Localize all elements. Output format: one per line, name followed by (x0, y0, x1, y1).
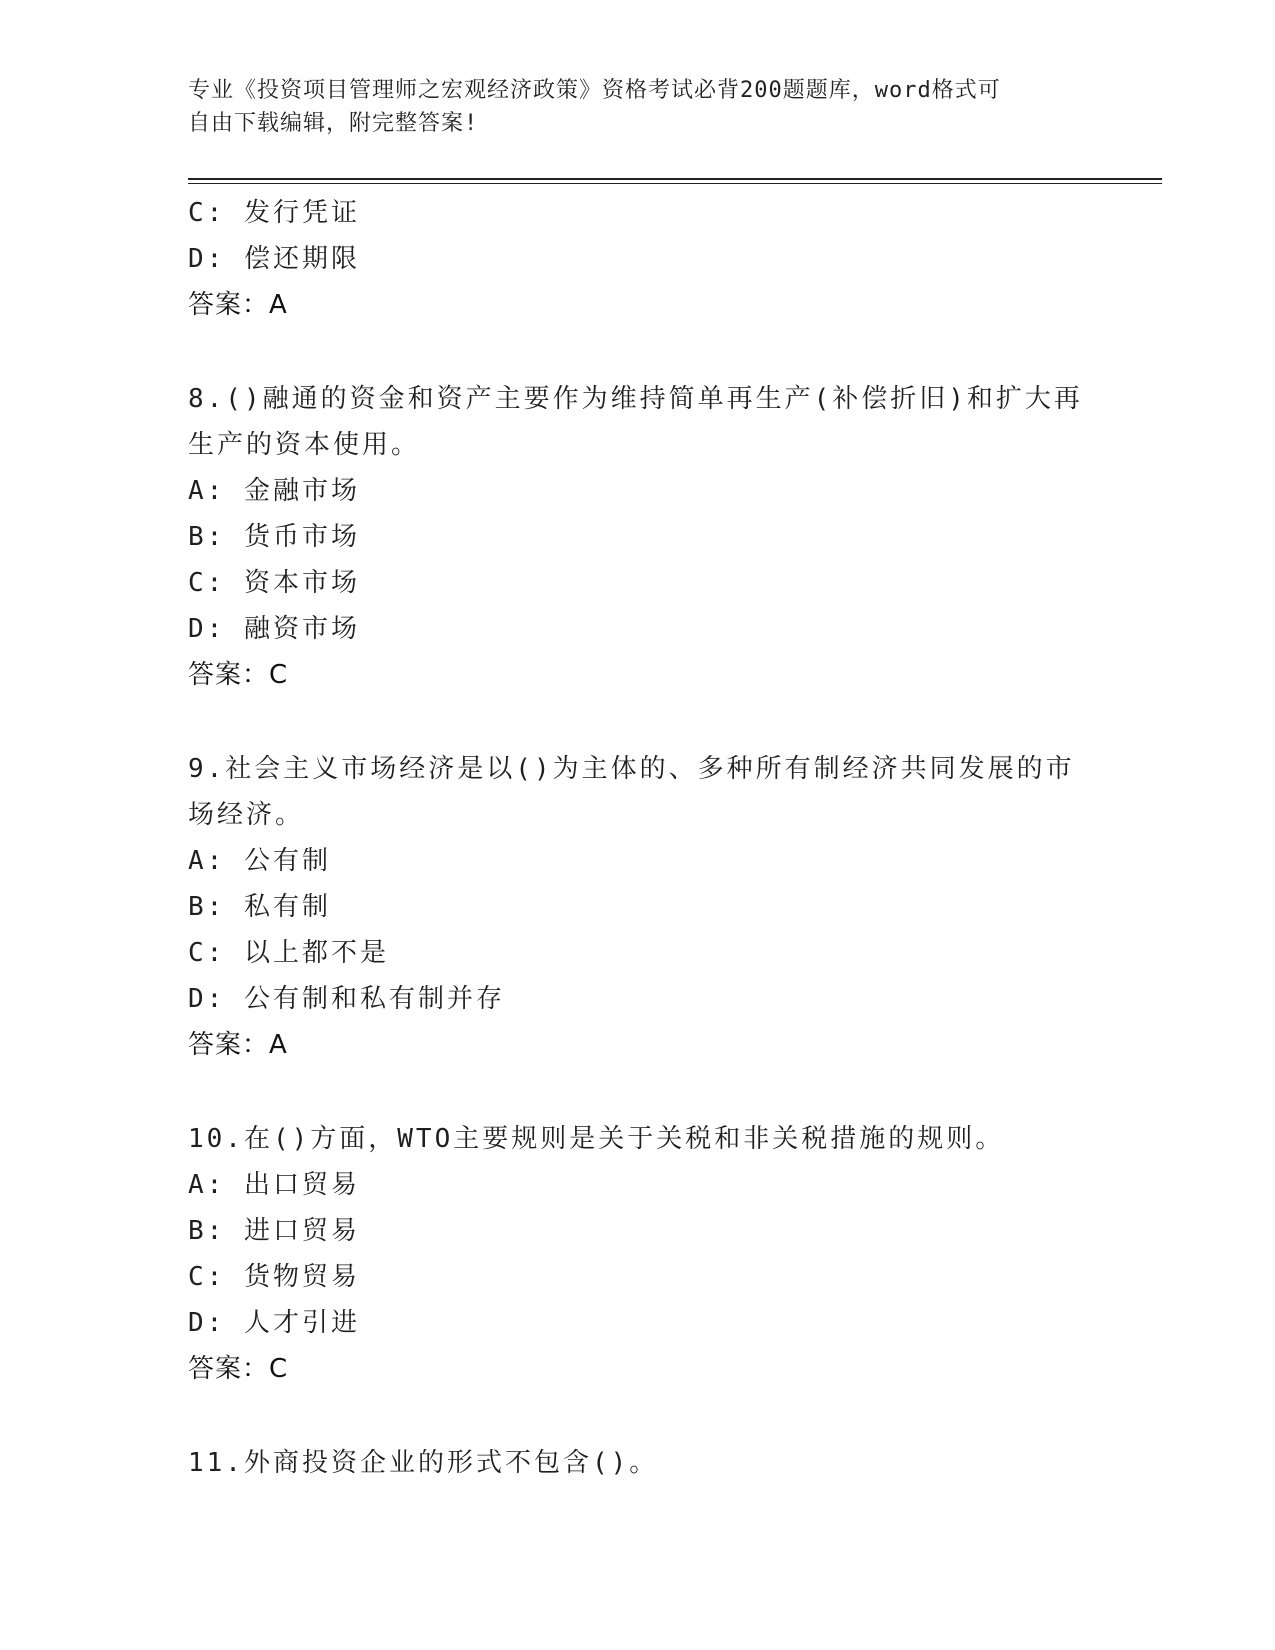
question-stem: 场经济。 (188, 800, 305, 830)
question-stem: 8.()融通的资金和资产主要作为维持简单再生产(补偿折旧)和扩大再 (188, 384, 1083, 414)
question-stem: 9.社会主义市场经济是以()为主体的、多种所有制经济共同发展的市 (188, 754, 1075, 784)
prev-question-tail (188, 190, 1088, 328)
option-a: A: 出口贸易 (188, 1170, 360, 1200)
answer: 答案：A (188, 290, 288, 320)
question-stem: 11.外商投资企业的形式不包含()。 (188, 1448, 659, 1478)
option-a: A: 公有制 (188, 846, 331, 876)
question-9 (188, 746, 1088, 1068)
document-header (188, 74, 1088, 140)
answer: 答案：C (188, 660, 289, 690)
option-d: D: 偿还期限 (188, 244, 360, 274)
option-c: C: 以上都不是 (188, 938, 389, 968)
question-stem: 10.在()方面，WTO主要规则是关于关税和非关税措施的规则。 (188, 1124, 1005, 1154)
header-divider-thin (188, 183, 1162, 184)
option-c: C: 货物贸易 (188, 1262, 360, 1292)
option-c: C: 发行凭证 (188, 198, 360, 228)
answer: 答案：C (188, 1354, 289, 1384)
question-11 (188, 1440, 1088, 1486)
option-b: B: 货币市场 (188, 522, 360, 552)
option-d: D: 人才引进 (188, 1308, 360, 1338)
answer: 答案：A (188, 1030, 288, 1060)
header-line-2: 自由下载编辑，附完整答案! (188, 111, 479, 136)
option-a: A: 金融市场 (188, 476, 360, 506)
option-d: D: 公有制和私有制并存 (188, 984, 505, 1014)
question-list (188, 190, 1088, 1486)
question-stem: 生产的资本使用。 (188, 430, 421, 460)
option-d: D: 融资市场 (188, 614, 360, 644)
header-divider (188, 178, 1162, 180)
option-b: B: 私有制 (188, 892, 331, 922)
question-10 (188, 1116, 1088, 1392)
option-c: C: 资本市场 (188, 568, 360, 598)
question-8 (188, 376, 1088, 698)
header-line-1: 专业《投资项目管理师之宏观经济政策》资格考试必背200题题库，word格式可 (188, 78, 1001, 103)
option-b: B: 进口贸易 (188, 1216, 360, 1246)
